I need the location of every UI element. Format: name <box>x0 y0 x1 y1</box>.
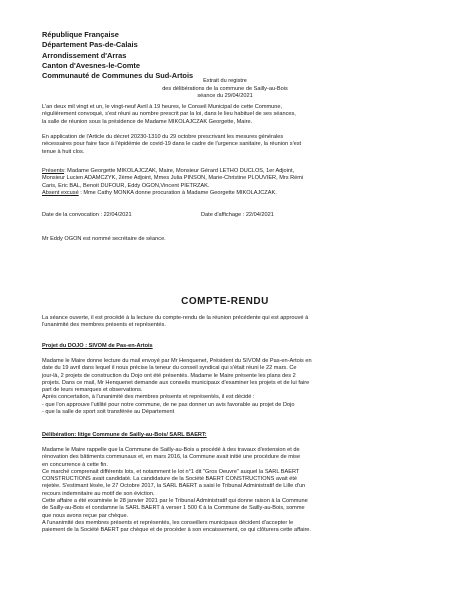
intro-paragraph <box>42 104 418 126</box>
text-line: Cette affaire a été examinée le 28 janvier 2021 par le Tribunal Administratif qui donne raison à la Commune <box>42 498 308 505</box>
text-line: En application de l'Article du décret 20230-1310 du 29 octobre prescrivant les mesures générales <box>42 134 284 140</box>
document-title: COMPTE-RENDU <box>181 296 269 307</box>
text-line: - que la salle de sport soit transférée au Département <box>42 409 175 416</box>
text-line: l'unanimité des membres présents et représentés. <box>42 322 166 329</box>
letterhead-line: Arrondissement d'Arras <box>42 50 127 60</box>
text-line: - que l'on approuve l'utilité pour notre commune, de ne pas donner un avis favorable au projet de Dojo <box>42 401 295 408</box>
secretary-line: Mr Eddy OGON est nommé secrétaire de séance. <box>42 236 166 242</box>
text-line: paiement de la Société BAERT par chèque et de procéder à son encaissement, ce qui clôturera cette affaire. <box>42 527 311 534</box>
session-date: séance du 29/04/2021 <box>197 93 253 100</box>
text-line: part de leurs remarques et observations. <box>42 387 143 394</box>
extract-line: Extrait du registre <box>203 78 247 84</box>
text-line: L'an deux mil vingt et un, le vingt-neuf Avril à 19 heures, le Conseil Municipal de cette Commune, <box>42 104 283 110</box>
text-line: A l'unanimité des membres présents et représentés, les conseillers municipaux décident d'accepter le <box>42 519 294 526</box>
text-line: tenue à huit clos. <box>42 148 85 155</box>
opening-paragraph <box>42 315 418 330</box>
text-line: Après concertation, à l'unanimité des membres présents et représentés, il est décidé : <box>42 394 255 401</box>
text-line: nécessaires pour faire face à l'épidémie de covid-19 dans le cadre de l'urgence sanitaire, la réunion s'est <box>42 141 302 148</box>
dates-line <box>42 212 418 219</box>
text-line: Monsieur Lucien ADAMCZYK, 2ème Adjoint, Mmes Julia PINSON, Marie-Christine PLOUVIER, Mrs Rémi <box>42 175 304 182</box>
text-line: Caris, Eric BAL, Benoit DUFOUR, Eddy OGON,Vincent PIETRZAK. <box>42 182 210 189</box>
letterhead-line: Communauté de Communes du Sud-Artois <box>42 71 194 81</box>
text-line: Ce marché comprenait différents lots, et notamment le lot n°1 dit "Gros Oeuvre" auquel la SARL BAERT <box>42 468 300 475</box>
present-line: Présents: Madame Georgette MIKOLAJCZAK, Maire, Monsieur Gérard LETHO DUCLOS, 1er Adjoint, <box>42 168 295 174</box>
attendance-block <box>42 168 418 197</box>
letterhead-line: Département Pas-de-Calais <box>42 40 138 50</box>
text-line: rénovation des bâtiments communaux et, en mars 2016, la Commune avait initié une procédure de mise <box>42 454 301 461</box>
text-line: régulièrement convoqué, s'est réuni au nombre prescrit par la loi, dans le lieu habituel de ses séances, <box>42 111 296 118</box>
text-line: Madame le Maire donne lecture du mail envoyé par Mr Henquenet, Président du SIVOM de Pas-en-Artois en <box>42 358 312 364</box>
text-line: La séance ouverte, il est procédé à la lecture du compte-rendu de la réunion précédente qui est approuvé à <box>42 315 309 321</box>
letterhead-line: République Française <box>42 30 119 39</box>
convocation-date: Date de la convocation : 22/04/2021 <box>42 212 132 218</box>
excused-line: Absent excusé : Mme Cathy MONKA donne procuration à Madame Georgette MIKOLAJCZAK. <box>42 189 277 196</box>
text-line: de Sailly-au-Bois et condamne la SARL BAERT à verser 1 500 € à la Commune de Sailly-au-Bois, somme <box>42 505 305 512</box>
dojo-paragraph <box>42 358 418 416</box>
dojo-heading: Projet du DOJO : SIVOM de Pas-en-Artois <box>42 343 153 349</box>
text-line: que nous avons reçue par chèque. <box>42 512 129 519</box>
present-label: Présents <box>42 168 65 174</box>
text-line: jour-là, 2 projets de construction du Dojo ont été présentés. Madame le Maire présente les plans des 2 <box>42 372 296 379</box>
text-line: la salle de réunion sous la présidence de Madame MIKOLAJCZAK Georgette, Maire. <box>42 118 253 125</box>
text-line: Madame le Maire rappelle que la Commune de Sailly-au-Bois a procédé à des travaux d'extension et de <box>42 447 300 453</box>
text-line: recours indemnitaire au motif de son éviction. <box>42 490 155 497</box>
extract-block <box>0 78 450 101</box>
excused-label: Absent excusé <box>42 189 79 196</box>
letterhead <box>42 30 193 81</box>
text-line: CONSTRUCTIONS avait candidaté. La candidature de la Société BAERT CONSTRUCTIONS avait été <box>42 476 298 483</box>
litige-heading: Délibération: litige Commune de Sailly-au-Bois/ SARL BAERT: <box>42 432 207 438</box>
extract-line: des délibérations de la commune de Sailly-au-Bois <box>162 85 288 92</box>
decree-paragraph <box>42 134 418 156</box>
text-line: date du 19 avril dans lequel il nous précise la teneur du conseil syndical qui s'était réuni le 22 mars. Ce <box>42 365 297 372</box>
letterhead-line: Canton d'Avesnes-le-Comte <box>42 60 140 70</box>
posting-date: Date d'affichage : 22/04/2021 <box>201 212 274 218</box>
litige-paragraph <box>42 447 418 535</box>
text-line: en concurrence à cette fin. <box>42 461 108 468</box>
text-line: projets. Dans ce mail, Mr Henquenet demande aux conseils municipaux d'examiner les projets et de lui faire <box>42 379 310 386</box>
text-line: rejetée. S'estimant lésée, le 27 Octobre 2017, la SARL BAERT a saisi le Tribunal Administratif de Lille d'un <box>42 483 306 490</box>
